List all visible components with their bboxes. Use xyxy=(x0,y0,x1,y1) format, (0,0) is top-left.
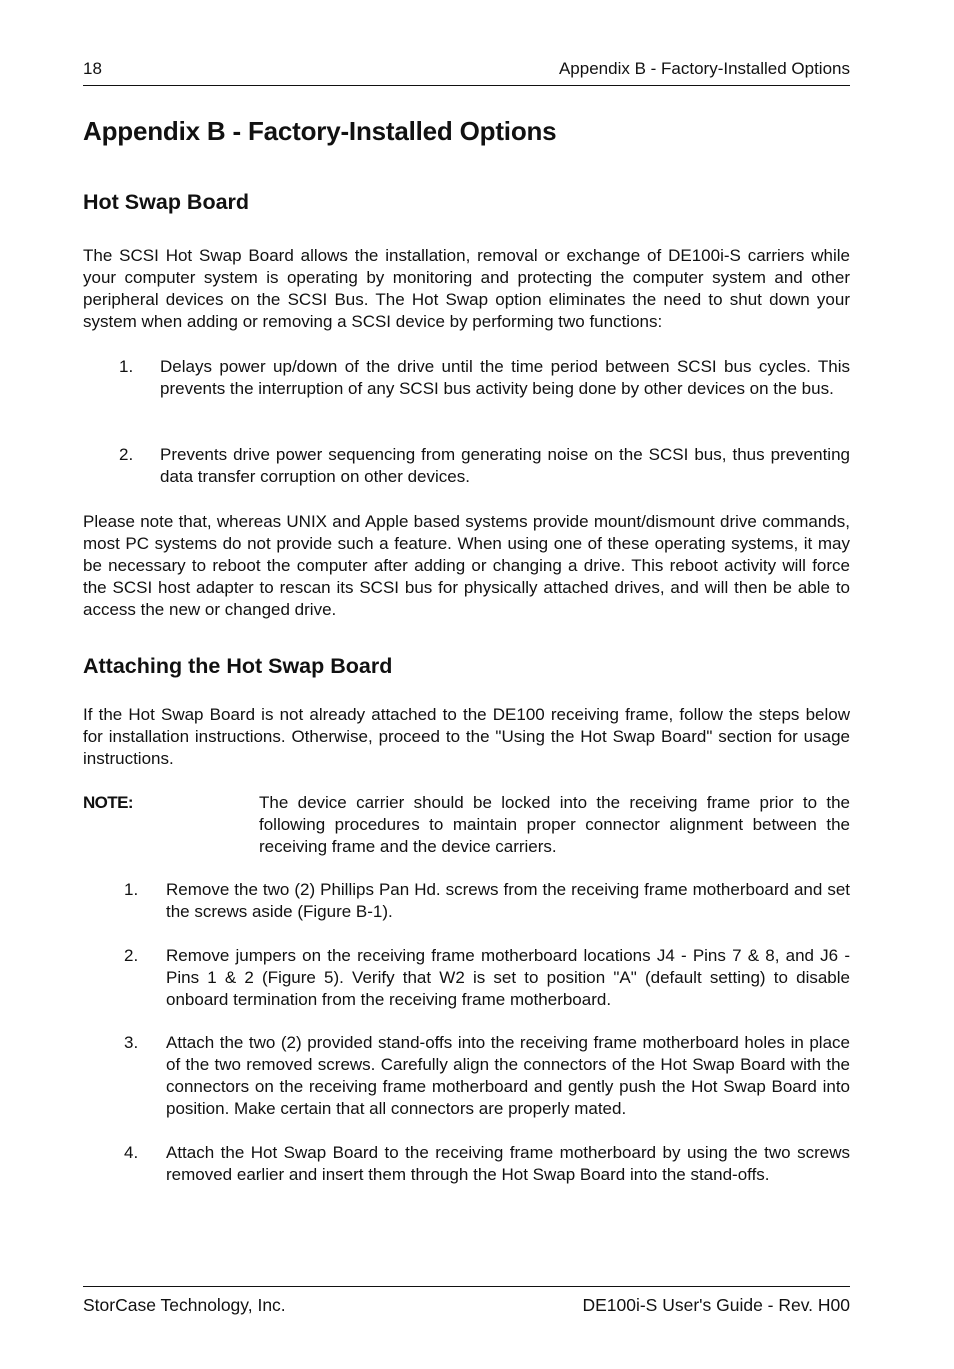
function-text: Prevents drive power sequencing from generating noise on the SCSI bus, thus preventing data transfer corruption on other devices. xyxy=(160,445,850,486)
step-text: Attach the two (2) provided stand-offs into the receiving frame motherboard holes in place of the two removed screws. Carefully align the connectors of the Hot Swap Board with the connectors on the receiving frame motherboard and gently push the Hot Swap Board into position. Make certain that all connectors are properly mated. xyxy=(166,1033,850,1118)
note-text: The device carrier should be locked into the receiving frame prior to the following procedures to maintain proper connector alignment between the receiving frame and the device carriers. xyxy=(259,793,850,856)
step-number: 4. xyxy=(124,1143,139,1162)
attaching-intro: If the Hot Swap Board is not already attached to the DE100 receiving frame, follow the steps below for installation instructions. Otherwise, proceed to the "Using the Hot Swap Board" section for usage instructions. xyxy=(83,705,850,768)
running-footer xyxy=(83,1286,850,1315)
note-label: NOTE: xyxy=(83,793,133,812)
function-text: Delays power up/down of the drive until the time period between SCSI bus cycles. This prevents the interruption of any SCSI bus activity being done by other devices on the bus. xyxy=(160,357,850,398)
step-number: 2. xyxy=(124,946,139,965)
step-number: 3. xyxy=(124,1033,139,1052)
step-text: Attach the Hot Swap Board to the receiving frame motherboard by using the two screws removed earlier and insert them through the Hot Swap Board into the stand-offs. xyxy=(166,1143,850,1184)
function-number: 1. xyxy=(119,357,134,376)
hot-swap-heading: Hot Swap Board xyxy=(83,190,250,214)
attaching-heading: Attaching the Hot Swap Board xyxy=(83,654,393,678)
document-page xyxy=(83,0,850,1369)
appendix-title: Appendix B - Factory-Installed Options xyxy=(83,116,557,146)
hot-swap-intro: The SCSI Hot Swap Board allows the installation, removal or exchange of DE100i-S carriers while your computer system is operating by monitoring and protecting the computer system and other peripheral devices on the SCSI Bus. The Hot Swap option eliminates the need to shut down your system when adding or removing a SCSI device by performing two functions: xyxy=(83,246,850,331)
page-number: 18 xyxy=(83,59,102,78)
step-text: Remove jumpers on the receiving frame motherboard locations J4 - Pins 7 & 8, and J6 - Pins 1 & 2 (Figure 5). Verify that W2 is set to position "A" (default setting) to disable onboard termination from the receiving frame motherboard. xyxy=(166,946,850,1009)
running-header xyxy=(83,59,850,86)
step-text: Remove the two (2) Phillips Pan Hd. screws from the receiving frame motherboard and set the screws aside (Figure B-1). xyxy=(166,880,850,921)
header-title: Appendix B - Factory-Installed Options xyxy=(558,59,850,78)
os-note-paragraph: Please note that, whereas UNIX and Apple based systems provide mount/dismount drive commands, most PC systems do not provide such a feature. When using one of these operating systems, it may be necessary to reboot the computer after adding or changing a drive. This reboot activity will force the SCSI host adapter to rescan its SCSI bus for physically attached drives, and will then be able to access the new or changed drive. xyxy=(83,512,850,619)
footer-company: StorCase Technology, Inc. xyxy=(83,1295,286,1315)
footer-guide-title: DE100i-S User's Guide - Rev. H00 xyxy=(582,1295,850,1315)
step-number: 1. xyxy=(124,880,139,899)
function-number: 2. xyxy=(119,445,134,464)
